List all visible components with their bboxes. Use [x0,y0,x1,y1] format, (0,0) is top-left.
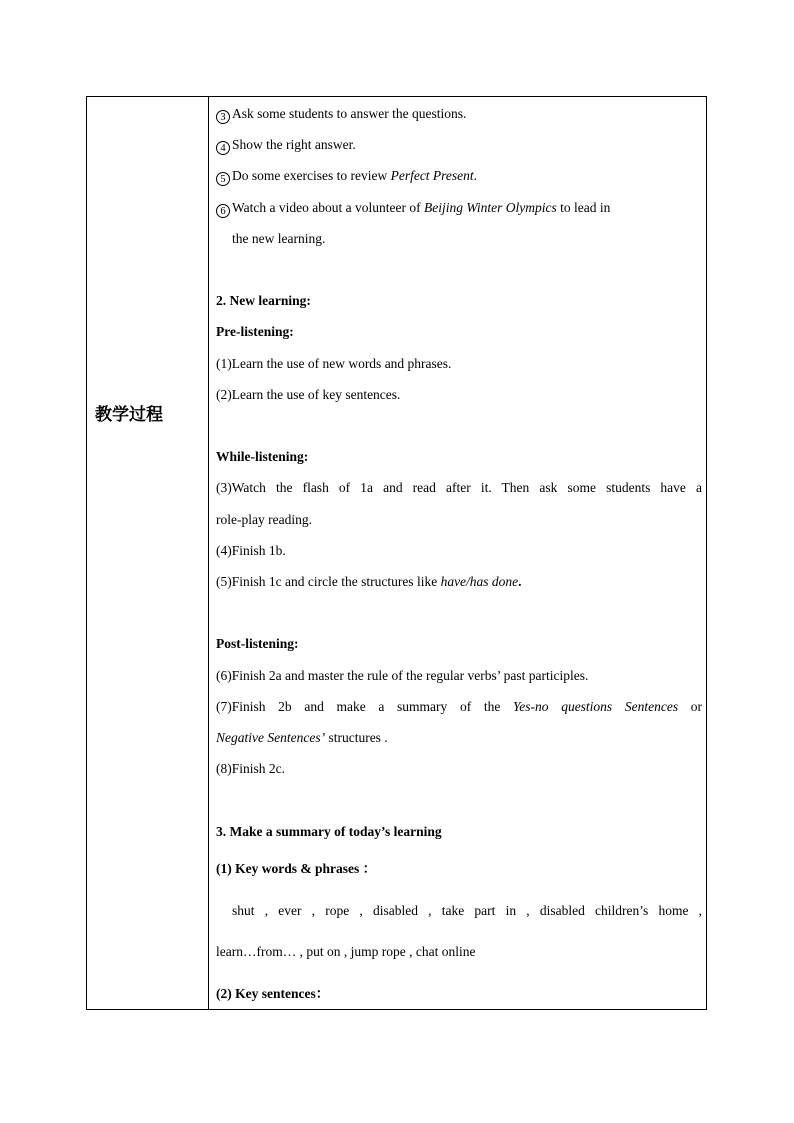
step-line-6-cont: the new learning. [232,231,326,246]
lesson-table [86,96,707,1010]
heading-new-learning: 2. New learning: [216,293,311,308]
section-label: 教学过程 [95,405,163,425]
heading-pre-listening: Pre-listening: [216,324,294,339]
post-item-6: (6)Finish 2a and master the rule of the regular verbs’ past participles. [216,668,589,683]
heading-key-sentences: (2) Key sentences： [216,986,330,1001]
while-item-3: (3)Watch the flash of 1a and read after it. Then ask some students have a [216,480,702,495]
heading-summary: 3. Make a summary of today’s learning [216,824,442,839]
key-words-line-1: shut , ever , rope , disabled , take part in , disabled children’s home , [232,903,702,918]
step-line-6: 6 Watch a video about a volunteer of Beijing Winter Olympics to lead in [216,200,610,218]
post-item-7-cont: Negative Sentences’ structures . [216,730,388,745]
procedure-cell [209,97,706,1009]
heading-while-listening: While-listening: [216,449,309,464]
step-line-4: 4 Show the right answer. [216,137,356,155]
post-item-8: (8)Finish 2c. [216,761,285,776]
pre-item-1: (1)Learn the use of new words and phrases. [216,356,452,371]
pre-item-2: (2)Learn the use of key sentences. [216,387,401,402]
while-item-3-cont: role-play reading. [216,512,312,527]
while-item-5: (5)Finish 1c and circle the structures like have/has done. [216,574,522,589]
key-words-line-2: learn…from… , put on , jump rope , chat online [216,944,476,959]
step-number: 4 [216,141,230,155]
step-number: 6 [216,204,230,218]
step-line-5: 5 Do some exercises to review Perfect Present. [216,168,477,186]
heading-key-words: (1) Key words & phrases ： [216,861,377,876]
step-line-3: 3 Ask some students to answer the questions. [216,106,466,124]
step-number: 3 [216,110,230,124]
step-number: 5 [216,172,230,186]
section-label-cell [87,97,209,1009]
heading-post-listening: Post-listening: [216,636,299,651]
post-item-7: (7)Finish 2b and make a summary of the Yes-no questions Sentences or [216,699,702,714]
while-item-4: (4)Finish 1b. [216,543,286,558]
